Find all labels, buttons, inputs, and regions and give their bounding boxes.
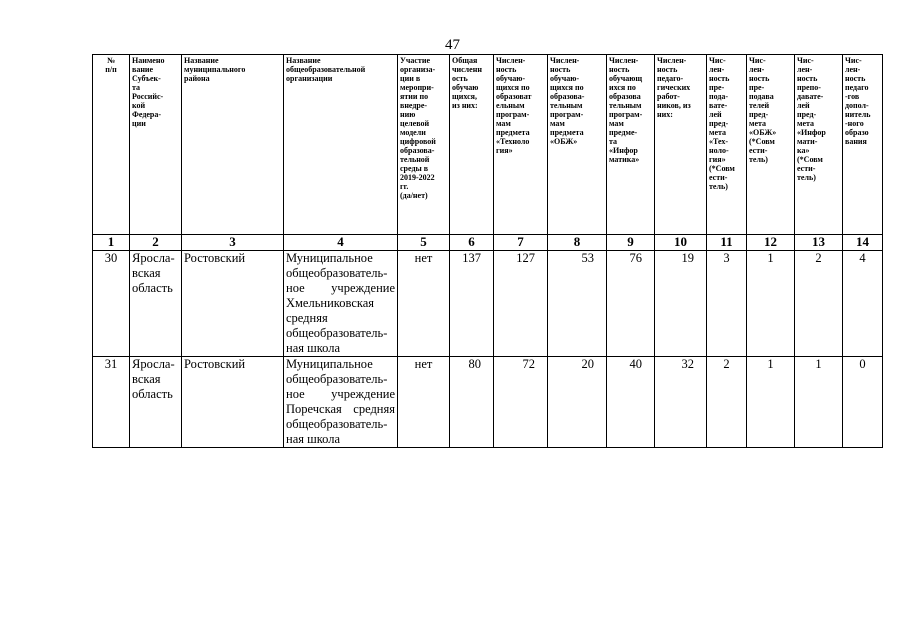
header-cell-obzh-teachers: Чис- лен- ность пре- подава телей пред- мета «ОБЖ» (*Совм ести- тель) <box>747 55 795 235</box>
column-number: 14 <box>843 235 883 251</box>
column-number: 11 <box>707 235 747 251</box>
obzh-teachers-cell: 1 <box>747 357 795 448</box>
technology-teachers-cell: 3 <box>707 251 747 357</box>
organization-cell: Муниципальное общеобразователь-ное учреждение Хмельниковская средняя общеобразователь-ная школа <box>284 251 398 357</box>
header-cell-organization: Название общеобразовательной организации <box>284 55 398 235</box>
obzh-students-cell: 20 <box>548 357 607 448</box>
header-cell-total-students: Общая численн ость обучаю щихся, из них: <box>450 55 494 235</box>
additional-teachers-cell: 4 <box>843 251 883 357</box>
row-number: 31 <box>93 357 130 448</box>
schools-table <box>92 54 883 448</box>
column-number-row <box>93 235 883 251</box>
column-number: 10 <box>655 235 707 251</box>
table-row <box>93 251 883 357</box>
participation-cell: нет <box>398 251 450 357</box>
column-number: 4 <box>284 235 398 251</box>
informatics-teachers-cell: 1 <box>795 357 843 448</box>
technology-students-cell: 127 <box>494 251 548 357</box>
column-number: 3 <box>182 235 284 251</box>
region-cell: Яросла- вская область <box>130 357 182 448</box>
header-cell-informatics-teachers: Чис- лен- ность препо- давате- лей пред- мета «Инфор мати- ка» (*Совм ести- тель) <box>795 55 843 235</box>
column-number: 7 <box>494 235 548 251</box>
column-number: 8 <box>548 235 607 251</box>
column-number: 2 <box>130 235 182 251</box>
participation-cell: нет <box>398 357 450 448</box>
region-cell: Яросла- вская область <box>130 251 182 357</box>
teachers-cell: 19 <box>655 251 707 357</box>
teachers-cell: 32 <box>655 357 707 448</box>
total-students-cell: 80 <box>450 357 494 448</box>
column-number: 9 <box>607 235 655 251</box>
column-number: 6 <box>450 235 494 251</box>
header-cell-technology-teachers: Чис- лен- ность пре- пода- вате- лей пред- мета «Тех- ноло- гия» (*Совм ести- тель) <box>707 55 747 235</box>
header-cell-technology-students: Числен- ность обучаю- щихся по образоват ельным програм- мам предмета «Техноло гия» <box>494 55 548 235</box>
header-cell-num: № п/п <box>93 55 130 235</box>
obzh-students-cell: 53 <box>548 251 607 357</box>
page-number: 47 <box>445 37 460 53</box>
header-cell-teachers: Числен- ность педаго- гических работ- ников, из них: <box>655 55 707 235</box>
column-number: 13 <box>795 235 843 251</box>
district-cell: Ростовский <box>182 357 284 448</box>
header-cell-participation: Участие организа- ции в меропри- ятии по внедре- нию целевой модели цифровой образова- тельной среды в 2019-2022 гг. (да/нет) <box>398 55 450 235</box>
organization-cell: Муниципальное общеобразователь-ное учреждение Поречская средняя общеобразователь-ная школа <box>284 357 398 448</box>
header-row <box>93 55 883 235</box>
column-number: 12 <box>747 235 795 251</box>
informatics-teachers-cell: 2 <box>795 251 843 357</box>
technology-teachers-cell: 2 <box>707 357 747 448</box>
header-cell-informatics-students: Числен- ность обучающ ихся по образова тельным програм- мам предме- та «Инфор матика» <box>607 55 655 235</box>
technology-students-cell: 72 <box>494 357 548 448</box>
row-number: 30 <box>93 251 130 357</box>
header-cell-district: Название муниципального района <box>182 55 284 235</box>
table-row <box>93 357 883 448</box>
district-cell: Ростовский <box>182 251 284 357</box>
informatics-students-cell: 76 <box>607 251 655 357</box>
additional-teachers-cell: 0 <box>843 357 883 448</box>
header-cell-obzh-students: Числен- ность обучаю- щихся по образова- тельным програм- мам предмета «ОБЖ» <box>548 55 607 235</box>
total-students-cell: 137 <box>450 251 494 357</box>
column-number: 5 <box>398 235 450 251</box>
header-cell-additional-teachers: Чис- лен- ность педаго -гов допол- нитель -ного образо вания <box>843 55 883 235</box>
column-number: 1 <box>93 235 130 251</box>
obzh-teachers-cell: 1 <box>747 251 795 357</box>
header-cell-region: Наимено вание Субъек- та Российс- кой Федера- ции <box>130 55 182 235</box>
informatics-students-cell: 40 <box>607 357 655 448</box>
